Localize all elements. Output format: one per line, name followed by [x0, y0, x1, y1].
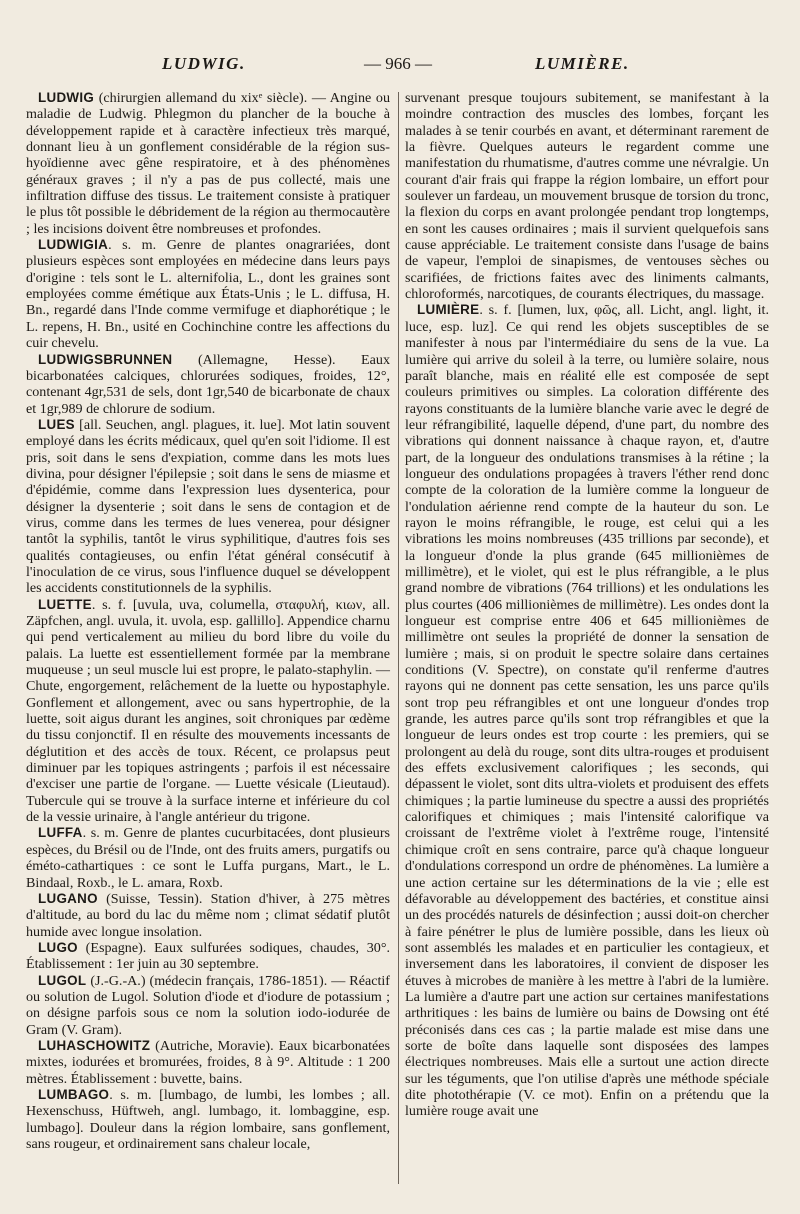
entry-headword: LUETTE: [38, 596, 92, 612]
entry-text: (J.-G.-A.) (médecin français, 1786-1851). — Réactif ou solution de Lugol. Solution d'iode et d'iodure de potassium ; on désigne parfois sous ce nom la solution iodo-iodurée de Gram (V. Gram).: [26, 972, 390, 1038]
page-number: — 966 —: [364, 54, 432, 73]
entry-luffa: [26, 825, 390, 890]
entry-text: . s. m. Genre de plantes cucurbitacées, dont plusieurs espèces, du Brésil ou de l'Inde, ont des fruits amers, purgatifs ou éméto-cathartiques : ce sont le Luffa purgans, Mart., le L. Bindaal, Roxb., le L. amara, Roxb.: [26, 825, 390, 891]
entry-lumbago: [26, 1087, 390, 1152]
entry-luette: [26, 597, 390, 826]
entry-text: (Espagne). Eaux sulfurées sodiques, chaudes, 30°. Établissement : 1er juin au 30 septembre.: [26, 939, 390, 973]
entry-text: (chirurgien allemand du xixᵉ siècle). — Angine ou maladie de Ludwig. Phlegmon du plancher de la bouche à développement rapide et à caractère infectieux très marqué, donnant lieu à un gonflement considérable de la région sus-hyoïdienne avec gêne respiratoire, et à des phénomènes généraux graves ; il n'y a pas de pus collecté, mais une infiltration diffuse des tissus. Le traitement consiste à pratiquer le plus tôt possible le débridement de la région au thermocautère ; les incisions doivent être nombreuses et profondes.: [26, 90, 390, 237]
running-header: [0, 54, 800, 80]
entry-text: survenant presque toujours subitement, se manifestant à la moindre contraction des muscles des lombes, forçant les malades à se tenir courbés en avant, et déterminant rarement de la fièvre. Quelques auteurs le regardent comme une manifestation du rhumatisme, d'autres comme une névralgie. Un courant d'air frais qui frappe la région lombaire, un effort pour soulever un fardeau, un mouvement brusque de torsion du tronc, la flexion du corps en avant prolongée pendant trop longtemps, en sont les causes ordinaires ; mais il survient quelquefois sans cause appréciable. Le traitement consiste dans l'usage de bains de vapeur, l'emploi de sinapismes, de ventouses sèches ou scarifiées, de frictions faites avec des liniments calmants, chloroformés, narcotiques, de courants électriques, du massage.: [405, 90, 769, 303]
entry-headword: LUGANO: [38, 890, 98, 906]
entry-luhaschowitz: [26, 1038, 390, 1087]
entry-text: . s. f. [uvula, uva, columella, σταφυλή, κιων, all. Zäpfchen, angl. uvula, it. uvola, esp. gallillo]. Appendice charnu qui pend verticalement au milieu du bord libre du voile du palais. La luette est essentiellement formée par la membrane muqueuse ; un seul muscle lui est propre, le palato-staphylin. — Chute, engorgement, relâchement de la luette ou hypostaphyle. Gonflement et allongement, avec ou sans hypertrophie, de la luette, soit aigus durant les angines, soit chroniques par œdème du tissu conjonctif. Il en résulte des mouvements incessants de déglutition et des accès de toux. Récent, ce prolapsus peut diminuer par les topiques astringents ; parfois il est nécessaire d'exciser une partie de l'organe. — Luette vésicale (Lieutaud). Tubercule qui se trouve à la surface interne et inférieure du col de la vessie urinaire, à l'angle antérieur du trigone.: [26, 596, 390, 826]
entry-text: . s. f. [lumen, lux, φῶς, all. Licht, angl. light, it. luce, esp. luz]. Ce qui rend les objets susceptibles de se manifester à nous par l'intermédiaire du sens de la vue. La lumière qui arrive du soleil à la terre, ou lumière solaire, nous paraît blanche, mais en réalité elle est composée de sept couleurs primitives ou simples. La coloration différente des rayons constituants de la lumière blanche varie avec le degré de leur réfrangibilité, laquelle dépend, d'une part, du nombre des vibrations qui donnent naissance à chaque rayon, et, d'autre part, de la longueur des ondulations transmises à la rétine ; la longueur des ondulations propagées à travers l'éther rend donc compte de la coloration de la lumière comme la longueur de l'ondulation aérienne rend compte de la hauteur du son. Le rayon le moins réfrangible, le rouge, est celui qui a les vibrations les moins nombreuses (435 trillions par seconde), et la longueur d'onde la plus grande (645 millionièmes de millimètre), et le violet, qui est le plus réfrangible, a le plus grand nombre de vibrations (764 trillions) et les ondulations les plus courtes (406 millionièmes de millimètre). Les ondes dont la longueur est comprise entre 406 et 645 millionièmes de millimètre ont seules la propriété de donner la sensation de lumière ; mais, si on produit le spectre solaire dans certaines conditions (V. Spectre), on constate qu'il renferme d'autres rayons qui ne donnent pas cette sensation, les uns parce qu'ils sont trop peu réfrangibles et ont une longueur d'ondes trop grande, les autres parce qu'ils sont trop réfrangibles et que la longueur de leurs ondes est trop courte : les premiers, qui se prolongent au delà du rouge, sont dits ultra-rouges et produisent des effets exclusivement calorifiques ; les seconds, qui dépassent le violet, sont dits ultra-violets et produisent des effets chimiques ; la partie lumineuse du spectre a aussi des propriétés calorifiques et chimiques ; mais l'intensité calorifique va croissant de l'extrême violet à l'extrême rouge, l'intensité chimique croît en sens contraire, parce qu'à chaque longueur d'ondulations correspond un ordre de phénomènes. La lumière a une action certaine sur les déterminations de la vie ; elle est défavorable au développement des bactéries, et constitue ainsi un des procédés naturels de désinfection ; aussi doit-on chercher à faire pénétrer le plus de lumière possible, dans les lieux où sont assemblés les malades et en particulier les contagieux, et inversement dans les laboratoires, il convient de disposer les étuves à microbes de manière à les mettre à l'abri de la lumière. La lumière a d'autre part une action sur certaines manifestations arthritiques : les bains de lumière ou bains de Dowsing ont été préconisés dans ces cas ; la partie malade est mise dans une sorte de boîte dans laquelle sont disposées des lampes électriques nombreuses. Mais elle a surtout une action directe sur les téguments, que l'on utilise d'après une méthode spéciale dite photothérapie (V. ce mot). Enfin on a prétendu que la lumière rouge avait une: [405, 302, 770, 1120]
entry-lumbago-continued: [405, 90, 769, 302]
left-column: [26, 90, 390, 1152]
entry-headword: LUGO: [38, 939, 78, 955]
entry-lugo: [26, 940, 390, 973]
entry-ludwig: [26, 90, 390, 237]
entry-headword: LUDWIGSBRUNNEN: [38, 351, 173, 367]
entry-headword: LUGOL: [38, 972, 87, 988]
entry-lugol: [26, 973, 390, 1038]
header-right-word: LUMIÈRE.: [535, 54, 630, 73]
entry-lugano: [26, 891, 390, 940]
entry-headword: LUDWIGIA: [38, 237, 109, 253]
entry-lues: [26, 417, 390, 597]
entry-lumiere: [405, 302, 769, 1119]
right-column: [405, 90, 769, 1120]
entry-text: . s. m. [lumbago, de lumbi, les lombes ; all. Hexenschuss, Hüftweh, angl. lumbago, it. lombaggine, esp. lumbago]. Douleur dans la région lombaire, sans gonflement, sans rougeur, et ordinairement sans chaleur locale,: [26, 1086, 390, 1152]
entry-text: (Suisse, Tessin). Station d'hiver, à 275 mètres d'altitude, au bord du lac du même nom ; climat sédatif plutôt humide avec longue insolation.: [26, 890, 390, 940]
header-left-word: LUDWIG.: [162, 54, 246, 73]
entry-ludwigsbrunnen: [26, 352, 390, 417]
entry-text: (Autriche, Moravie). Eaux bicarbonatées mixtes, iodurées et bromurées, froides, 8 à 9°. Altitude : 1 200 mètres. Établissement : buvette, bains.: [26, 1037, 390, 1087]
entry-headword: LUES: [38, 416, 75, 432]
entry-text: [all. Seuchen, angl. plagues, it. lue]. Mot latin souvent employé dans les écrits médicaux, quel qu'en soit l'idiome. Il est pris, soit dans le sens d'expiation, comme dans les mots lues divina, pour désigner l'épilepsie ; soit dans le sens de miasme et d'épidémie, comme dans l'expression lues dysenterica, pour désigner la dysenterie ; soit dans le sens de contagion et de virus, comme dans les termes de lues venerea, pour désigner tantôt la syphilis, tantôt le virus syphilitique, d'autres fois ses qualités contagieuses, ou enfin l'état général consécutif à l'inoculation de ce virus, sous l'influence duquel se développent les accidents constitutionnels de la syphilis.: [26, 416, 390, 597]
entry-headword: LUHASCHOWITZ: [38, 1037, 151, 1053]
entry-ludwigia: [26, 237, 390, 351]
entry-text: (Allemagne, Hesse). Eaux bicarbonatées calciques, chlorurées sodiques, froides, 12°, contenant 4gr,531 de sels, dont 1gr,540 de bicarbonate de chaux et 1gr,989 de chlorure de sodium.: [26, 351, 390, 417]
entry-headword: LUMBAGO: [38, 1086, 110, 1102]
entry-headword: LUFFA: [38, 825, 83, 841]
entry-headword: LUDWIG: [38, 90, 95, 105]
entry-headword: LUMIÈRE: [417, 302, 480, 318]
column-divider: [398, 92, 399, 1184]
entry-text: . s. m. Genre de plantes onagrariées, dont plusieurs espèces sont employées en médecine dans leurs pays d'origine : tels sont le L. alternifolia, L., dont les graines sont employées comme émétique aux États-Unis ; le L. diffusa, H. Bn., regardé dans l'Inde comme vermifuge et diaphorétique ; le L. repens, H. Bn., usité en Cochinchine contre les affections du cuir chevelu.: [26, 237, 390, 352]
